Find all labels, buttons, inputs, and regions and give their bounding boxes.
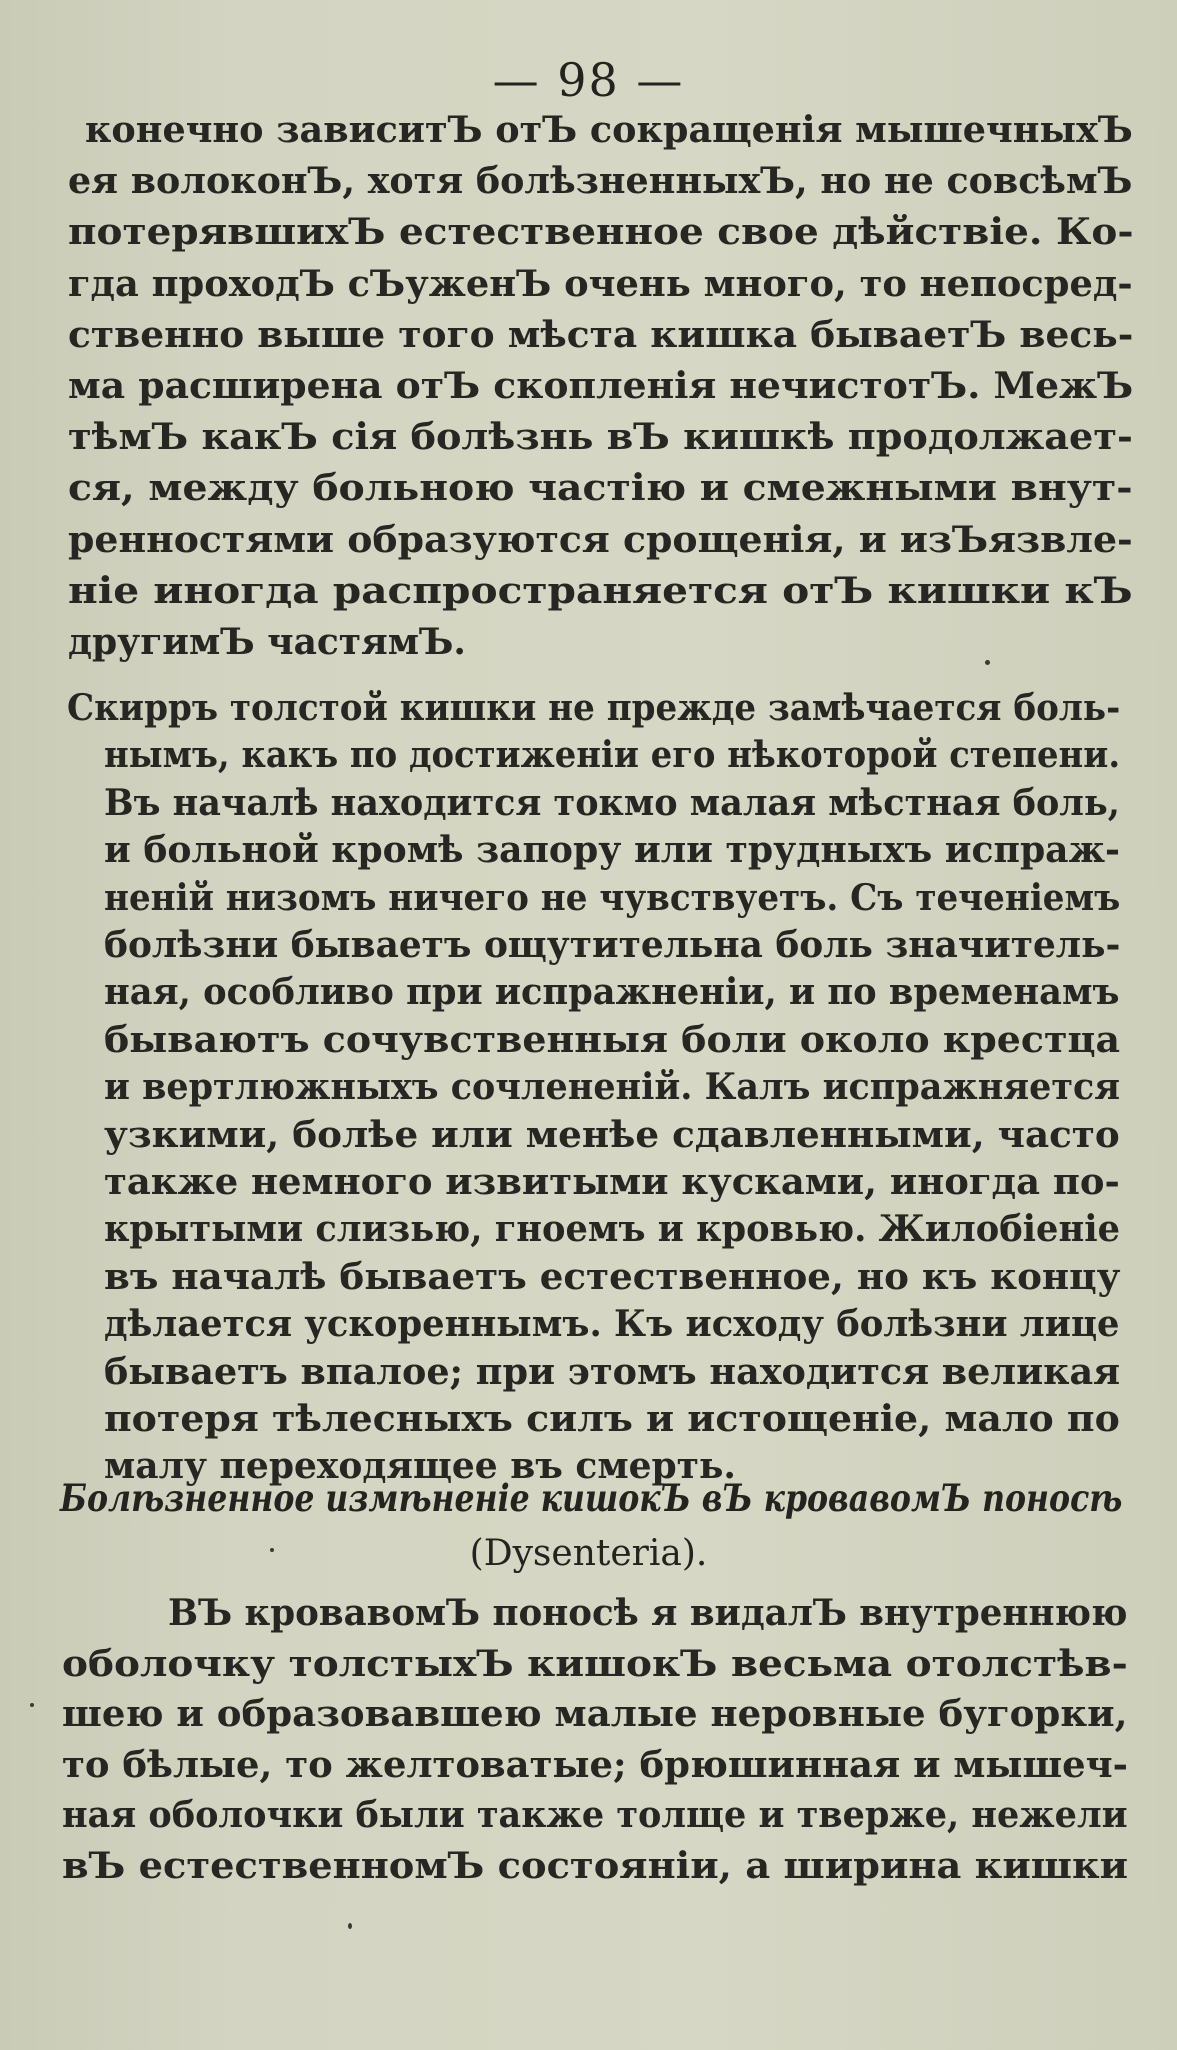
page-number: — 98 — <box>492 53 685 107</box>
text-line: малу переходящее въ смерть. <box>104 1445 736 1488</box>
text-line: дѣлается ускореннымъ. Къ исходу болѣзни лице <box>104 1303 1120 1346</box>
ink-speck <box>30 1703 34 1707</box>
text-line: бываютъ сочувственныя боли около крестца <box>104 1018 1121 1061</box>
text-line: тѣмЪ какЪ сія болѣзнь вЪ кишкѣ продолжает- <box>68 416 1133 459</box>
text-line: бываетъ впалое; при этомъ находится великая <box>104 1350 1121 1393</box>
text-line: потерявшихЪ естественное свое дѣйствіе. Ко- <box>68 211 1134 254</box>
text-line: нымъ, какъ по достиженіи его нѣкоторой степени. <box>104 734 1121 777</box>
text-line: оболочку толстыхЪ кишокЪ весьма отолстѣв- <box>62 1642 1128 1685</box>
text-line: конечно зависитЪ отЪ сокращенія мышечныхЪ <box>85 109 1133 151</box>
section-heading: Болѣзненное измѣненіе кишокЪ вЪ кровавомЪ поносѣ <box>60 1476 1123 1520</box>
text-line: ся, между больною частію и смежными внут- <box>68 467 1133 510</box>
text-line: узкими, болѣе или менѣе сдавленными, часто <box>104 1113 1120 1156</box>
text-line: неній низомъ ничего не чувствуетъ. Съ теченіемъ <box>104 876 1121 919</box>
section-subheading: (Dysenteria). <box>469 1533 708 1574</box>
text-line: ма расширена отЪ скопленія нечистотЪ. МежЪ <box>68 365 1134 407</box>
text-line: ніе иногда распространяется отЪ кишки кЪ <box>68 569 1133 612</box>
text-line: въ началѣ бываетъ естественное, но къ концу <box>104 1255 1121 1298</box>
ink-speck <box>985 660 990 665</box>
text-line: и вертлюжныхъ сочлененій. Калъ испражняется <box>104 1066 1121 1109</box>
ink-speck <box>270 1548 274 1552</box>
text-line: ренностями образуются срощенія, и изЪязвле- <box>68 518 1133 561</box>
text-line: шею и образовавшею малые неровные бугорки, <box>62 1693 1128 1735</box>
text-line: другимЪ частямЪ. <box>68 621 466 663</box>
ink-speck <box>348 1923 352 1929</box>
text-line: крытыми слизью, гноемъ и кровью. Жилобіеніе <box>104 1208 1120 1251</box>
text-line: также немного извитыми кусками, иногда по- <box>104 1161 1120 1203</box>
text-line: ная оболочки были также толще и тверже, нежели <box>62 1794 1128 1836</box>
text-line: и больной кромѣ запору или трудныхъ испраж- <box>104 829 1121 872</box>
text-line: то бѣлые, то желтоватые; брюшинная и мышеч- <box>62 1743 1129 1786</box>
text-line: ВЪ кровавомЪ поносѣ я видалЪ внутреннюю <box>168 1592 1128 1634</box>
text-line: гда проходЪ сЪуженЪ очень много, то непосред- <box>68 262 1133 305</box>
text-line: вЪ естественномЪ состояніи, а ширина кишки <box>62 1844 1129 1887</box>
text-line: потеря тѣлесныхъ силъ и истощеніе, мало по <box>104 1398 1120 1440</box>
text-line: Скирръ толстой кишки не прежде замѣчается боль- <box>67 687 1121 729</box>
text-line: болѣзни бываетъ ощутительна боль значитель- <box>104 924 1121 966</box>
text-line: ея волоконЪ, хотя болѣзненныхЪ, но не совсѣмЪ <box>68 160 1133 203</box>
text-line: ственно выше того мѣста кишка бываетЪ весь- <box>68 313 1134 356</box>
text-line: Въ началѣ находится токмо малая мѣстная боль, <box>104 781 1120 824</box>
text-line: ная, особливо при испражненіи, и по временамъ <box>104 971 1120 1014</box>
